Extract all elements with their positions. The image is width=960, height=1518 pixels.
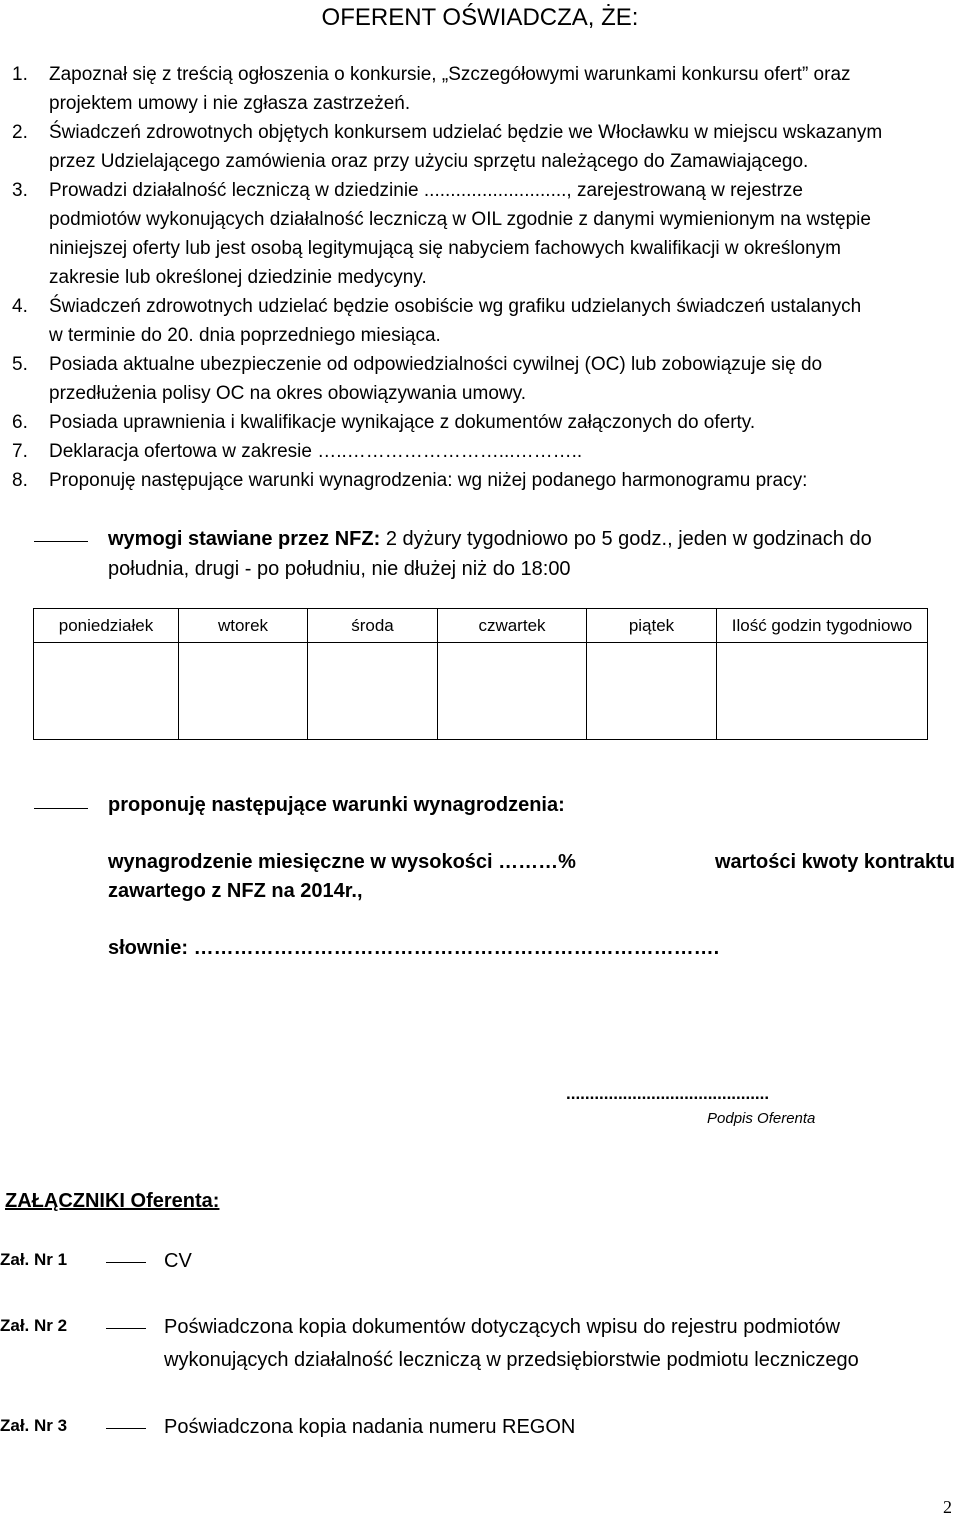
statement-text: niniejszej oferty lub jest osobą legitymującą się nabyciem fachowych kwalifikacji w określonym <box>49 238 842 259</box>
statement-text: przez Udzielającego zamówienia oraz przy użyciu sprzętu należącego do Zamawiającego. <box>49 151 809 172</box>
table-header-row <box>34 609 928 643</box>
attachments-heading: ZAŁĄCZNIKI Oferenta: <box>5 1190 220 1212</box>
statement-text: Proponuję następujące warunki wynagrodzenia: wg niżej podanego harmonogramu pracy: <box>49 470 808 491</box>
nfz-requirements-text: południa, drugi - po południu, nie dłużej niż do 18:00 <box>108 558 571 580</box>
table-cell[interactable] <box>717 643 928 740</box>
statement-text: w terminie do 20. dnia poprzedniego miesiąca. <box>49 325 441 346</box>
dash-bullet <box>106 1328 146 1329</box>
attachment-text: Poświadczona kopia dokumentów dotyczących wpisu do rejestru podmiotów <box>164 1316 840 1338</box>
nfz-requirements-line <box>108 525 872 554</box>
dash-bullet <box>34 541 88 542</box>
remuneration-contract-line: zawartego z NFZ na 2014r., <box>108 880 363 902</box>
schedule-table <box>33 608 928 740</box>
statement-number: 3. <box>12 180 28 201</box>
nfz-requirements-label: wymogi stawiane przez NFZ: <box>108 528 381 550</box>
statement-number: 6. <box>12 412 28 433</box>
table-cell[interactable] <box>308 643 438 740</box>
remuneration-heading: proponuję następujące warunki wynagrodzenia: <box>108 794 565 816</box>
statement-number: 8. <box>12 470 28 491</box>
dash-bullet <box>106 1428 146 1429</box>
statement-text: podmiotów wykonujących działalność leczniczą w OIL zgodnie z danymi wymienionym na wstępie <box>49 209 871 230</box>
statement-text: Świadczeń zdrowotnych udzielać będzie osobiście wg grafiku udzielanych świadczeń ustalanych <box>49 296 862 317</box>
table-header-cell: czwartek <box>438 609 587 643</box>
signature-line[interactable]: ........................................... <box>566 1084 770 1103</box>
page-number: 2 <box>943 1497 952 1517</box>
statement-text: Posiada uprawnienia i kwalifikacje wynikające z dokumentów załączonych do oferty. <box>49 412 756 433</box>
table-header-cell: Ilość godzin tygodniowo <box>717 609 928 643</box>
signature-label: Podpis Oferenta <box>707 1110 816 1127</box>
statement-text: Zapoznał się z treścią ogłoszenia o konkursie, „Szczegółowymi warunkami konkursu ofert” oraz <box>49 64 851 85</box>
attachment-text: CV <box>164 1250 192 1272</box>
attachment-text: wykonujących działalność leczniczą w przedsiębiorstwie podmiotu leczniczego <box>164 1349 859 1371</box>
table-header-cell: wtorek <box>179 609 308 643</box>
attachment-text: Poświadczona kopia nadania numeru REGON <box>164 1416 576 1438</box>
statement-text: przedłużenia polisy OC na okres obowiązywania umowy. <box>49 383 526 404</box>
table-cell[interactable] <box>438 643 587 740</box>
table-row <box>34 643 928 740</box>
remuneration-in-words[interactable]: słownie: ……………………………………………………………………. <box>108 937 720 959</box>
table-cell[interactable] <box>179 643 308 740</box>
table-header-cell: piątek <box>587 609 717 643</box>
remuneration-amount-line: wynagrodzenie miesięczne w wysokości ………% <box>108 851 576 873</box>
statement-text: Posiada aktualne ubezpieczenie od odpowiedzialności cywilnej (OC) lub zobowiązuje się do <box>49 354 823 375</box>
attachment-label: Zał. Nr 3 <box>0 1416 68 1435</box>
statement-text: zakresie lub określonej dziedzinie medycyny. <box>49 267 427 288</box>
dash-bullet <box>34 808 88 809</box>
statement-number: 2. <box>12 122 28 143</box>
statement-text: projektem umowy i nie zgłasza zastrzeżeń. <box>49 93 411 114</box>
statement-text: Deklaracja ofertowa w zakresie …..……………………...……….. <box>49 441 583 462</box>
attachment-label: Zał. Nr 2 <box>0 1316 68 1335</box>
statement-number: 4. <box>12 296 28 317</box>
statement-number: 1. <box>12 64 28 85</box>
table-header-cell: środa <box>308 609 438 643</box>
table-cell[interactable] <box>587 643 717 740</box>
statement-number: 7. <box>12 441 28 462</box>
statement-text: Świadczeń zdrowotnych objętych konkursem udzielać będzie we Włocławku w miejscu wskazanym <box>49 122 883 143</box>
page-title: OFERENT OŚWIADCZA, ŻE: <box>321 4 639 31</box>
statement-text: Prowadzi działalność leczniczą w dziedzinie ..........................., zarejestrowaną w rejestrze <box>49 180 803 201</box>
statement-number: 5. <box>12 354 28 375</box>
dash-bullet <box>106 1262 146 1263</box>
attachment-label: Zał. Nr 1 <box>0 1250 68 1269</box>
nfz-requirements-text: 2 dyżury tygodniowo po 5 godz., jeden w godzinach do <box>380 528 872 550</box>
table-header-cell: poniedziałek <box>34 609 179 643</box>
table-cell[interactable] <box>34 643 179 740</box>
remuneration-amount-line: wartości kwoty kontraktu <box>714 851 955 873</box>
